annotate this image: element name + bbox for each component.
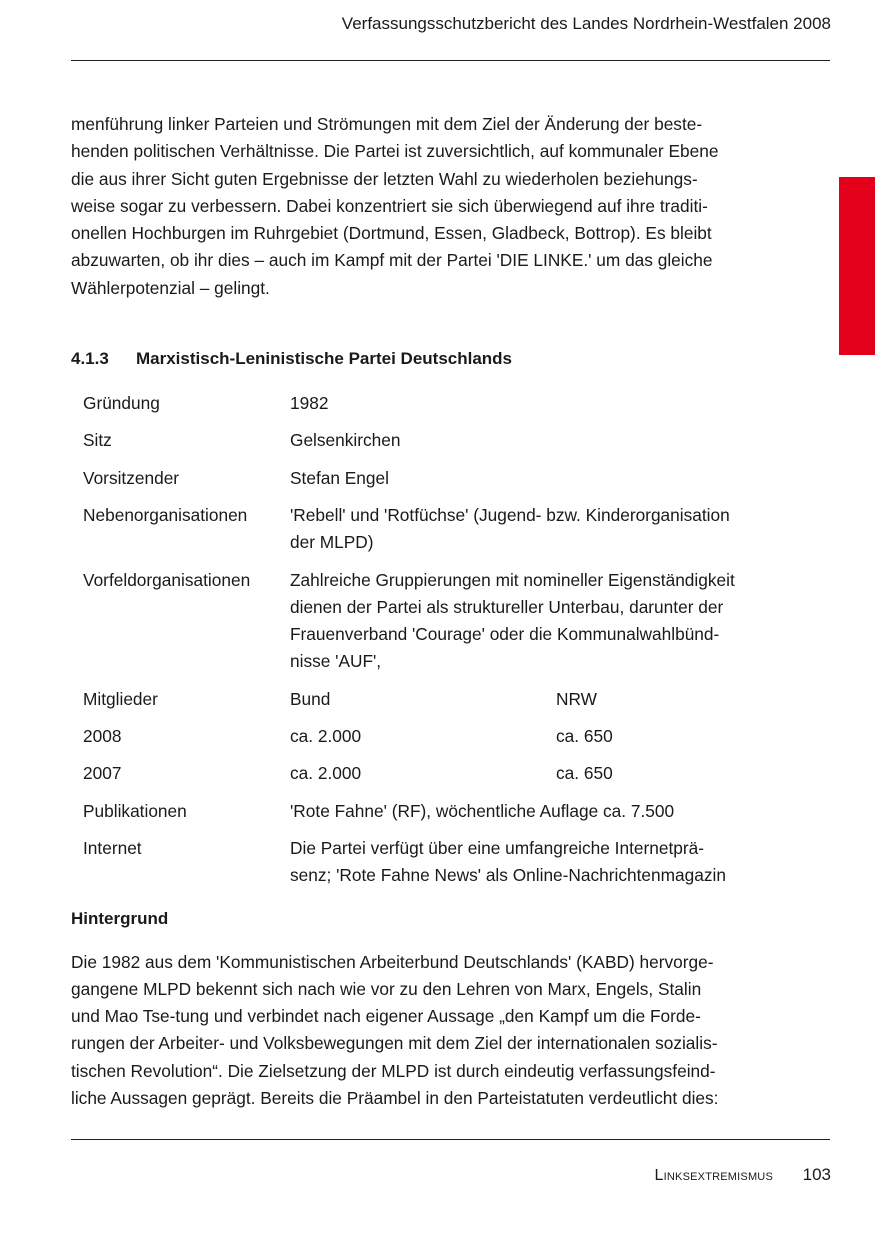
page-content bbox=[71, 111, 791, 1112]
fact-value: 'Rote Fahne' (RF), wöchentliche Auflage ca. 7.500 bbox=[290, 800, 675, 821]
fact-value: Stefan Engel bbox=[290, 467, 389, 488]
members-header-row bbox=[83, 686, 791, 713]
fact-row-sitz bbox=[83, 427, 791, 454]
page-header-title: Verfassungsschutzbericht des Landes Nordrhein-Westfalen 2008 bbox=[341, 14, 831, 33]
fact-row-gruendung bbox=[83, 390, 791, 417]
members-bund-value: ca. 2.000 bbox=[290, 763, 362, 784]
fact-value: Die Partei verfügt über eine umfangreiche Internetprä- senz; 'Rote Fahne News' als Online-Nachrichtenmagazin bbox=[290, 837, 726, 886]
fact-label: Internet bbox=[83, 837, 142, 858]
members-col-bund: Bund bbox=[290, 688, 331, 709]
fact-value: 1982 bbox=[290, 393, 329, 414]
members-row-2008 bbox=[83, 723, 791, 750]
header-divider bbox=[71, 60, 830, 61]
fact-value: Zahlreiche Gruppierungen mit nomineller Eigenständigkeit dienen der Partei als struktureller Unterbau, darunter der Frauenverband 'Courage' oder die Kommunalwahlbünd- nisse 'AUF', bbox=[290, 569, 735, 672]
fact-row-vorfeldorganisationen bbox=[83, 567, 791, 676]
section-heading bbox=[71, 347, 791, 371]
fact-row-publikationen bbox=[83, 798, 791, 825]
members-col-nrw: NRW bbox=[556, 688, 597, 709]
fact-label: Sitz bbox=[83, 430, 112, 451]
fact-row-internet bbox=[83, 835, 791, 890]
members-bund-value: ca. 2.000 bbox=[290, 726, 362, 747]
page-number: 103 bbox=[802, 1165, 831, 1184]
footer-divider bbox=[71, 1139, 830, 1140]
members-row-2007 bbox=[83, 760, 791, 787]
fact-label: Nebenorganisationen bbox=[83, 504, 248, 525]
section-number: 4.1.3 bbox=[71, 349, 109, 369]
fact-label: Vorsitzender bbox=[83, 467, 180, 488]
chapter-tab-marker bbox=[839, 177, 875, 355]
fact-row-vorsitzender bbox=[83, 465, 791, 492]
background-heading: Hintergrund bbox=[71, 908, 169, 928]
fact-label: Publikationen bbox=[83, 800, 187, 821]
members-nrw-value: ca. 650 bbox=[556, 726, 613, 747]
fact-value: 'Rebell' und 'Rotfüchse' (Jugend- bzw. Kinderorganisation der MLPD) bbox=[290, 504, 730, 553]
section-title: Marxistisch-Leninistische Partei Deutschlands bbox=[136, 349, 513, 369]
members-nrw-value: ca. 650 bbox=[556, 763, 613, 784]
fact-value: Gelsenkirchen bbox=[290, 430, 401, 451]
fact-label: Gründung bbox=[83, 393, 160, 414]
background-paragraph: Die 1982 aus dem 'Kommunistischen Arbeiterbund Deutschlands' (KABD) hervorge- gangene MLPD bekennt sich nach wie vor zu den Lehren von Marx, Engels, Stalin und Mao Tse-tung und verbindet nach eigener Aussage „den Kampf um die Forde- rungen der Arbeiter- und Volksbewegungen mit dem Ziel der internationalen sozialis- tischen Revolution“. Die Zielsetzung der MLPD ist durch eindeutig verfassungsfeind- liche Aussagen geprägt. Bereits die Präambel in den Parteistatuten verdeutlicht dies: bbox=[71, 951, 719, 1109]
footer-section-title: Linksextremismus bbox=[654, 1167, 773, 1184]
fact-row-nebenorganisationen bbox=[83, 502, 791, 557]
fact-label: Vorfeldorganisationen bbox=[83, 569, 251, 590]
fact-sheet bbox=[83, 390, 791, 889]
members-year: 2007 bbox=[83, 763, 122, 784]
members-label: Mitglieder bbox=[83, 688, 158, 709]
members-year: 2008 bbox=[83, 726, 122, 747]
intro-paragraph: menführung linker Parteien und Strömungen mit dem Ziel der Änderung der beste- henden politischen Verhältnisse. Die Partei ist zuversichtlich, auf kommunaler Ebene die aus ihrer Sicht guten Ergebnisse der letzten Wahl zu wiederholen beziehungs- weise sogar zu verbessern. Dabei konzentriert sie sich überwiegend auf ihre traditi- onellen Hochburgen im Ruhrgebiet (Dortmund, Essen, Gladbeck, Bottrop). Es bleibt abzuwarten, ob ihr dies – auch im Kampf mit der Partei 'DIE LINKE.' um das gleiche Wählerpotenzial – gelingt. bbox=[71, 114, 719, 298]
